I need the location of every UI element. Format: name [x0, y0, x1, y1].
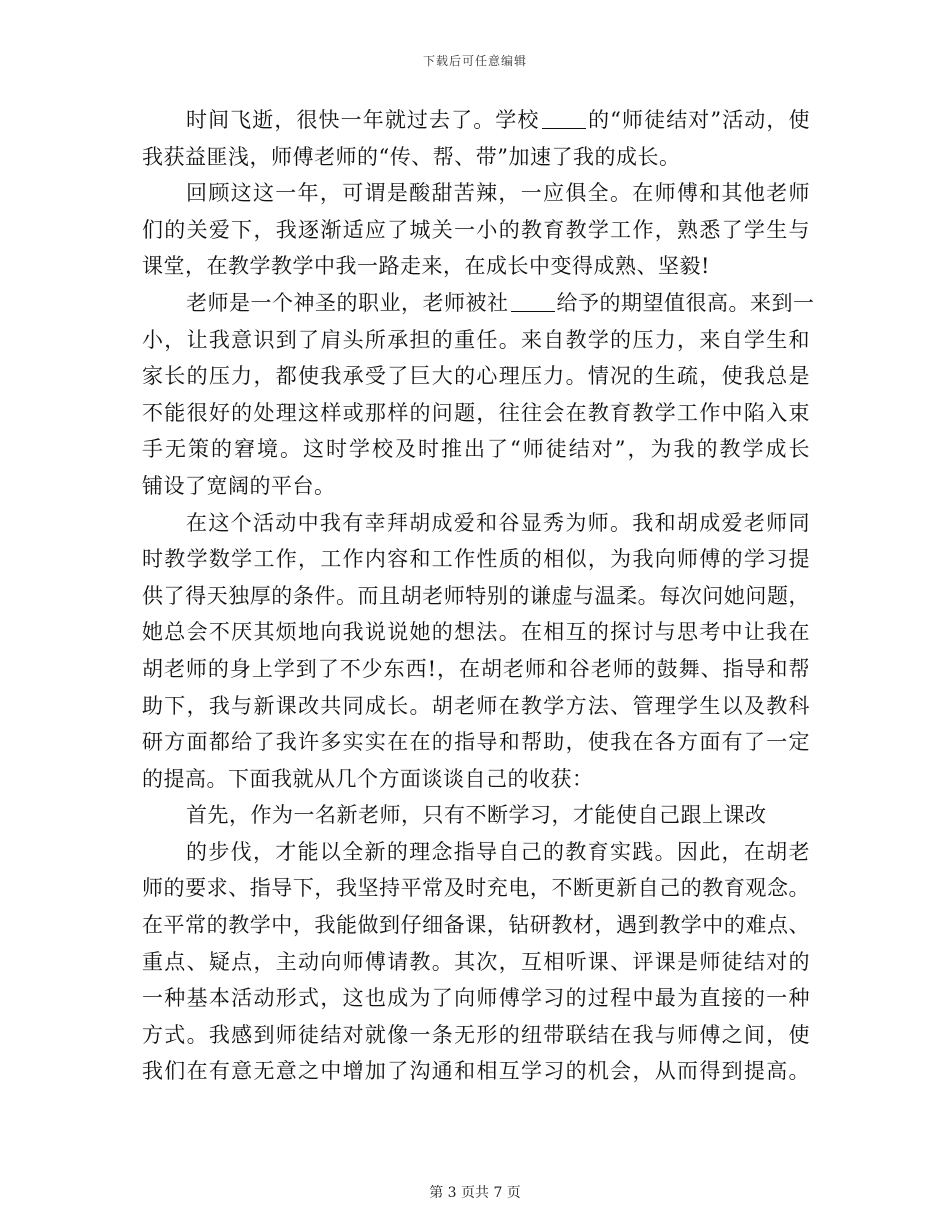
text-line: 小，让我意识到了肩头所承担的重任。来自教学的压力，来自学生和 [142, 327, 810, 352]
paragraph-2 [142, 175, 810, 285]
text-line: 助下，我与新课改共同成长。胡老师在教学方法、管理学生以及教科 [142, 693, 810, 718]
fill-in-blank [542, 110, 586, 129]
text-line: 时教学数学工作，工作内容和工作性质的相似，为我向师傅的学习提 [142, 547, 810, 572]
text-line: 的提高。下面我就从几个方面谈谈自己的收获： [142, 766, 594, 791]
paragraph-4 [142, 505, 810, 798]
text-line: 胡老师的身上学到了不少东西!，在胡老师和谷老师的鼓舞、指导和帮 [142, 656, 810, 681]
document-body [142, 102, 815, 1090]
text-line: 重点、疑点，主动向师傅请教。其次，互相听课、评课是师徒结对的 [142, 949, 810, 974]
text-line: 一种基本活动形式，这也成为了向师傅学习的过程中最为直接的一种 [142, 986, 810, 1011]
text-line: 在这个活动中我有幸拜胡成爱和谷显秀为师。我和胡成爱老师同 [186, 510, 810, 535]
text-line: 研方面都给了我许多实实在在的指导和帮助，使我在各方面有了一定 [142, 730, 810, 755]
text-line: 的步伐，才能以全新的理念指导自己的教育实践。因此，在胡老 [186, 839, 810, 864]
text-line: 不能很好的处理这样或那样的问题，往往会在教育教学工作中陷入束 [142, 400, 810, 425]
text-line: 家长的压力，都使我承受了巨大的心理压力。情况的生疏，使我总是 [142, 364, 810, 389]
page-footer: 第 3 页共 7 页 [429, 1185, 521, 1201]
text-line: 在平常的教学中，我能做到仔细备课，钻研教材，遇到教学中的难点、 [142, 913, 810, 938]
text-line: 课堂，在教学教学中我一路走来，在成长中变得成熟、坚毅! [142, 254, 710, 279]
text-line: 她总会不厌其烦地向我说说她的想法。在相互的探讨与思考中让我在 [142, 620, 810, 645]
fill-in-blank [511, 293, 555, 312]
text-line: 供了得天独厚的条件。而且胡老师特别的谦虚与温柔。每次问她问题， [142, 583, 810, 608]
text-line: 方式。我感到师徒结对就像一条无形的纽带联结在我与师傅之间，使 [142, 1022, 810, 1047]
paragraph-1 [142, 102, 810, 175]
text-line: 我获益匪浅，师傅老师的“传、帮、带”加速了我的成长。 [142, 144, 681, 169]
text-line: 我们在有意无意之中增加了沟通和相互学习的机会，从而得到提高。 [142, 1059, 810, 1084]
paragraph-5 [142, 797, 810, 1090]
paragraph-3 [142, 285, 815, 505]
text-line: 们的关爱下，我逐渐适应了城关一小的教育教学工作，熟悉了学生与 [142, 217, 810, 242]
text-line: 回顾这这一年，可谓是酸甜苦辣，一应俱全。在师傅和其他老师 [186, 181, 810, 206]
text-line: 手无策的窘境。这时学校及时推出了“师徒结对”，为我的教学成长 [142, 437, 810, 462]
text-line: 首先，作为一名新老师，只有不断学习，才能使自己跟上课改 [186, 803, 767, 828]
text-line: 时间飞逝，很快一年就过去了。学校 的“师徒结对”活动，使 [186, 108, 810, 132]
page-header: 下载后可任意编辑 [422, 54, 527, 68]
text-line: 老师是一个神圣的职业，老师被社 给予的期望值很高。来到一 [186, 290, 815, 315]
text-line: 师的要求、指导下，我坚持平常及时充电，不断更新自己的教育观念。 [142, 876, 810, 901]
text-line: 铺设了宽阔的平台。 [142, 473, 336, 498]
